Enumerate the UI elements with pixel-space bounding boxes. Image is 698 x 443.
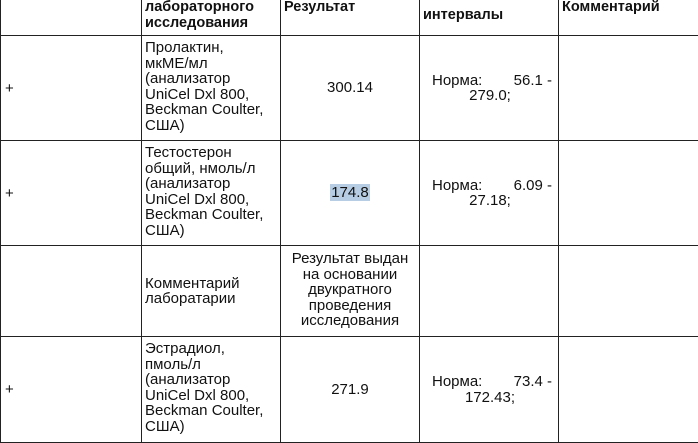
test-name-line: (анализатор bbox=[145, 372, 278, 388]
reference-cell bbox=[420, 246, 559, 337]
result-comment-line: исследования bbox=[281, 313, 419, 329]
test-name-line: (анализатор bbox=[145, 176, 278, 192]
reference-cell bbox=[420, 36, 559, 141]
test-name-cell bbox=[142, 246, 281, 337]
result-value: 300.14 bbox=[327, 79, 373, 96]
header-test-cell bbox=[142, 0, 281, 36]
test-name-line: пмоль/л bbox=[145, 357, 278, 373]
test-name-line: США) bbox=[145, 223, 278, 239]
header-result: Результат bbox=[284, 0, 417, 15]
comment-cell bbox=[559, 141, 698, 246]
header-reference-cell bbox=[420, 0, 559, 36]
header-test-line1: лабораторного bbox=[145, 0, 278, 15]
test-name-line: Пролактин, bbox=[145, 40, 278, 56]
reference-label: Норма: bbox=[432, 178, 482, 194]
row-flag: + bbox=[1, 141, 142, 246]
reference-low: 6.09 - bbox=[514, 178, 552, 194]
header-comment-cell bbox=[559, 0, 698, 36]
result-comment-line: на основании bbox=[281, 267, 419, 283]
result-comment-line: Результат выдан bbox=[281, 251, 419, 267]
result-value-highlighted[interactable]: 174.8 bbox=[330, 184, 370, 201]
comment-cell bbox=[559, 246, 698, 337]
reference-cell bbox=[420, 141, 559, 246]
header-test-line2: исследования bbox=[145, 15, 278, 31]
table-row bbox=[1, 246, 698, 337]
comment-cell bbox=[559, 36, 698, 141]
reference-cell bbox=[420, 337, 559, 443]
test-name-line: Эстрадиол, bbox=[145, 341, 278, 357]
reference-high: 279.0; bbox=[428, 88, 552, 104]
table-row bbox=[1, 337, 698, 443]
row-flag: + bbox=[1, 337, 142, 443]
test-name-line: лаборатарии bbox=[145, 291, 278, 307]
result-comment-line: двукратного bbox=[281, 282, 419, 298]
test-name-line: Тестостерон bbox=[145, 145, 278, 161]
result-cell bbox=[281, 246, 420, 337]
reference-low: 73.4 - bbox=[514, 374, 552, 390]
test-name-line: общий, нмоль/л bbox=[145, 161, 278, 177]
header-result-cell bbox=[281, 0, 420, 36]
header-flag-cell bbox=[1, 0, 142, 36]
table-row bbox=[1, 36, 698, 141]
test-name-line: Комментарий bbox=[145, 276, 278, 292]
test-name-cell bbox=[142, 141, 281, 246]
reference-high: 27.18; bbox=[428, 193, 552, 209]
result-cell bbox=[281, 337, 420, 443]
reference-low: 56.1 - bbox=[514, 73, 552, 89]
test-name-line: UniCel Dxl 800, bbox=[145, 388, 278, 404]
test-name-line: мкМЕ/мл bbox=[145, 56, 278, 72]
test-name-line: (анализатор bbox=[145, 71, 278, 87]
test-name-line: Beckman Coulter, bbox=[145, 403, 278, 419]
test-name-line: США) bbox=[145, 419, 278, 435]
header-reference-line1 bbox=[423, 0, 556, 1]
reference-label: Норма: bbox=[432, 374, 482, 390]
test-name-cell bbox=[142, 337, 281, 443]
result-comment-line: проведения bbox=[281, 298, 419, 314]
header-row bbox=[1, 0, 698, 36]
row-flag: + bbox=[1, 36, 142, 141]
test-name-line: Beckman Coulter, bbox=[145, 102, 278, 118]
result-cell bbox=[281, 141, 420, 246]
test-name-line: Beckman Coulter, bbox=[145, 207, 278, 223]
test-name-line: UniCel Dxl 800, bbox=[145, 87, 278, 103]
comment-cell bbox=[559, 337, 698, 443]
test-name-line: США) bbox=[145, 118, 278, 134]
reference-high: 172.43; bbox=[428, 390, 552, 406]
table-row bbox=[1, 141, 698, 246]
header-reference-line2: интервалы bbox=[423, 7, 556, 23]
header-comment: Комментарий bbox=[562, 0, 696, 15]
test-name-cell bbox=[142, 36, 281, 141]
result-value: 271.9 bbox=[331, 381, 369, 398]
reference-label: Норма: bbox=[432, 73, 482, 89]
test-name-line: UniCel Dxl 800, bbox=[145, 192, 278, 208]
result-cell bbox=[281, 36, 420, 141]
row-flag bbox=[1, 246, 142, 337]
